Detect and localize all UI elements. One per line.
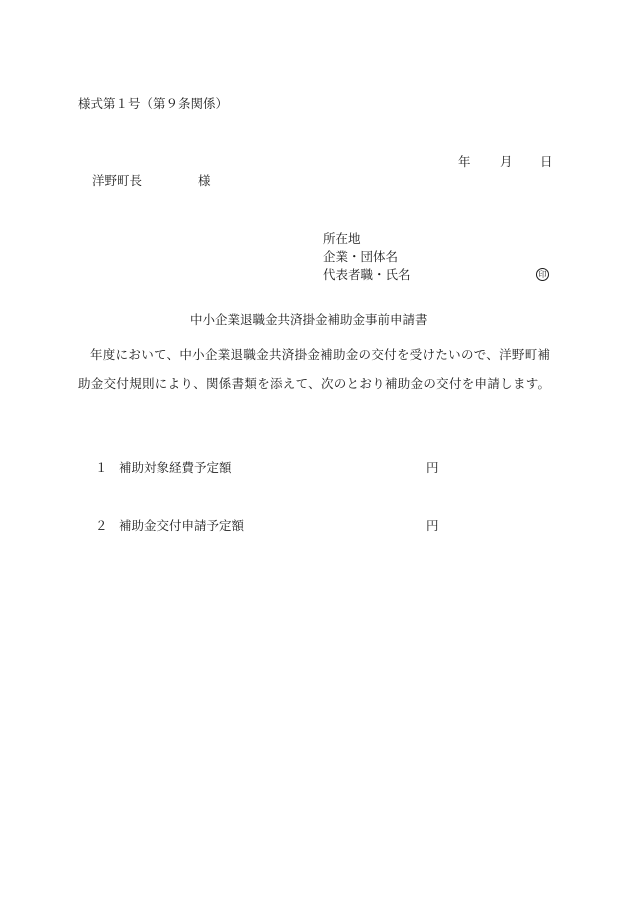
form-number: 様式第１号（第９条関係） <box>78 96 229 111</box>
date-month-label: 月 <box>500 154 513 169</box>
item-unit: 円 <box>426 460 439 475</box>
applicant-company-label: 企業・団体名 <box>323 249 399 264</box>
item-unit: 円 <box>426 518 439 533</box>
document-body: 年度において、中小企業退職金共済掛金補助金の交付を受けたいので、洋野町補助金交付規則により、関係書類を添えて、次のとおり補助金の交付を申請します。 <box>78 347 551 391</box>
addressee-name: 洋野町長 <box>92 173 143 188</box>
item-label: 補助対象経費予定額 <box>119 460 232 475</box>
addressee-honorific: 様 <box>198 173 211 188</box>
item-number: ２ <box>95 518 108 533</box>
item-number: １ <box>95 460 108 475</box>
applicant-address-label: 所在地 <box>323 231 361 246</box>
date-day-label: 日 <box>540 154 553 169</box>
document-title: 中小企業退職金共済掛金補助金事前申請書 <box>190 312 428 327</box>
applicant-representative-label: 代表者職・氏名 <box>323 267 411 282</box>
item-label: 補助金交付申請予定額 <box>119 518 245 533</box>
date-year-label: 年 <box>458 154 471 169</box>
seal-mark: 印 <box>536 268 549 281</box>
